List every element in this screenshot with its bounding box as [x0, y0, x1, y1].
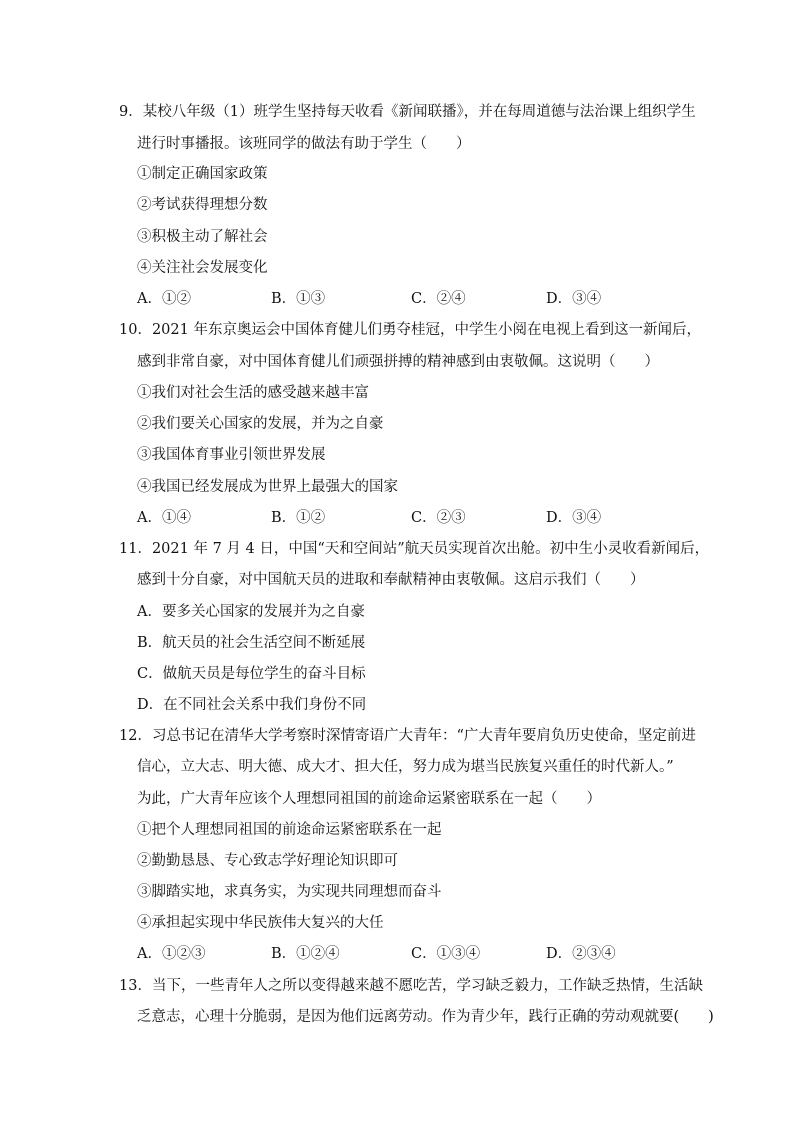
choice-c: C．②③: [411, 510, 466, 526]
statement: ②勤勤恳恳、专心致志学好理论知识即可: [137, 853, 398, 869]
choice-a: A．要多关心国家的发展并为之自豪: [137, 604, 365, 620]
choice-d: D．③④: [546, 510, 602, 526]
statement: ③积极主动了解社会: [137, 229, 268, 245]
statement: ④承担起实现中华民族伟大复兴的大任: [137, 915, 384, 931]
choice-d: D．②③④: [546, 946, 616, 962]
choice-b: B．①②④: [271, 946, 340, 962]
question-stem: 乏意志，心理十分脆弱，是因为他们远离劳动。作为青少年，践行正确的劳动观就要( ): [137, 1009, 714, 1025]
question-stem: 感到非常自豪，对中国体育健儿们顽强拼搏的精神感到由衷敬佩。这说明（ ）: [137, 354, 659, 370]
question-stem: 11．2021 年 7 月 4 日，中国“天和空间站”航天员实现首次出舱。初中生小灵收看新闻后，: [119, 541, 710, 557]
statement: ②我们要关心国家的发展，并为之自豪: [137, 416, 384, 432]
question-stem: 10．2021 年东京奥运会中国体育健儿们勇夺桂冠，中学生小阅在电视上看到这一新闻后，: [119, 322, 701, 338]
question-stem: 信心，立大志、明大德、成大才、担大任，努力成为堪当民族复兴重任的时代新人。”: [137, 759, 674, 775]
question-stem: 进行时事播报。该班同学的做法有助于学生（ ）: [137, 136, 471, 152]
statement: ③我国体育事业引领世界发展: [137, 447, 326, 463]
statement: ④关注社会发展变化: [137, 260, 268, 276]
statement: ④我国已经发展成为世界上最强大的国家: [137, 479, 398, 495]
choice-b: B．①③: [271, 291, 326, 307]
question-stem: 感到十分自豪，对中国航天员的进取和奉献精神由衷敬佩。这启示我们（ ）: [137, 572, 645, 588]
choice-c: C．①③④: [411, 946, 481, 962]
choice-c: C．做航天员是每位学生的奋斗目标: [137, 666, 366, 682]
statement: ③脚踏实地，求真务实，为实现共同理想而奋斗: [137, 884, 442, 900]
choice-d: D．③④: [546, 291, 602, 307]
statement: ①把个人理想同祖国的前途命运紧密联系在一起: [137, 822, 442, 838]
question-stem: 13．当下，一些青年人之所以变得越来越不愿吃苦，学习缺乏毅力，工作缺乏热情，生活缺: [119, 978, 703, 994]
question-stem: 12．习总书记在清华大学考察时深情寄语广大青年：“广大青年要肩负历史使命，坚定前进: [119, 728, 696, 744]
choice-b: B．①②: [271, 510, 326, 526]
choice-a: A．①②: [137, 291, 191, 307]
question-stem: 为此，广大青年应该个人理想同祖国的前途命运紧密联系在一起（ ）: [137, 791, 601, 807]
choice-b: B．航天员的社会生活空间不断延展: [137, 635, 366, 651]
choice-a: A．①②③: [137, 946, 206, 962]
statement: ②考试获得理想分数: [137, 197, 268, 213]
question-stem: 9．某校八年级（1）班学生坚持每天收看《新闻联播》，并在每周道德与法治课上组织学生: [119, 104, 696, 120]
statement: ①我们对社会生活的感受越来越丰富: [137, 385, 369, 401]
choice-d: D．在不同社会关系中我们身份不同: [137, 697, 367, 713]
choice-a: A．①④: [137, 510, 191, 526]
choice-c: C．②④: [411, 291, 466, 307]
statement: ①制定正确国家政策: [137, 166, 268, 182]
